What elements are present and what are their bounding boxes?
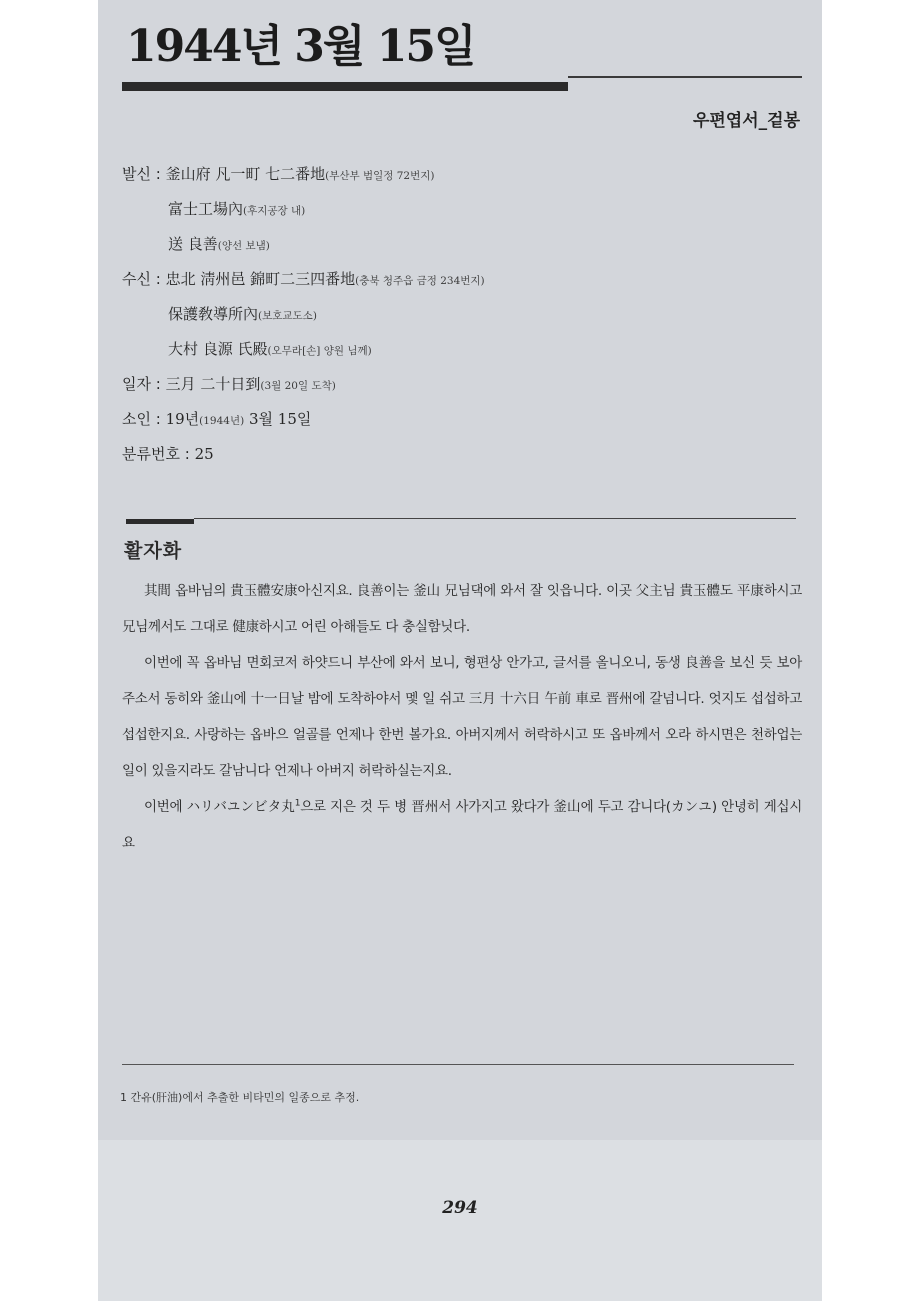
sender-row-3 <box>122 232 802 267</box>
recipient-name: 大村 良源 氏殿 <box>168 340 268 358</box>
paragraph <box>122 789 802 861</box>
sender-address-reading: (부산부 범일정 72번지) <box>325 170 435 182</box>
metadata-block <box>122 162 802 477</box>
postmark-date: 3월 15일 <box>244 410 312 428</box>
paragraph: 其間 옵바님의 貴玉體安康아신지요. 良善이는 釜山 兄님댁에 와서 잘 잇읍니다. 이곳 父主님 貴玉體도 平康하시고 兄님께서도 그대로 健康하시고 어린 아해들도 다 충실함닛다. <box>122 583 802 635</box>
title-rule-thin <box>568 76 802 78</box>
sender-workplace-reading: (후지공장 내) <box>243 205 306 217</box>
section-rule-thin <box>194 518 796 519</box>
sender-name-reading: (양선 보냄) <box>217 240 270 252</box>
postmark-year: 19년 <box>165 410 200 428</box>
sender-row-2 <box>122 197 802 232</box>
transcription-body <box>122 573 802 861</box>
recipient-row-2 <box>122 302 802 337</box>
recipient-row-3 <box>122 337 802 372</box>
sender-workplace: 富士工場內 <box>168 200 244 218</box>
sender-row <box>122 162 802 197</box>
page-number: 294 <box>442 1198 478 1218</box>
postmark-row <box>122 407 802 442</box>
section-heading: 활자화 <box>124 540 183 562</box>
page-title: 1944년 3월 15일 <box>126 21 475 72</box>
recipient-name-reading: (오무라[손] 양원 님께) <box>267 345 372 357</box>
recipient-row <box>122 267 802 302</box>
paragraph: 이번에 꼭 옵바님 면회코저 하얏드니 부산에 와서 보니, 형편상 안가고, 글서를 올니오니, 동생 良善을 보신 듯 보아 주소서 동히와 釜山에 十一日날 밤에 도착하야서 멫 일 쉬고 三月 十六日 午前 車로 晋州에 갈넘니다. 엇지도 섭섭하고 섭섭한지요. 사랑하는 옵바으 얼골를 언제나 한번 볼가요. 아버지께서 허락하시고 또 옵바께서 오라 하시면은 천하업는 일이 있을지라도 갈남니다 언제나 아버지 허락하실는지요. <box>122 655 802 779</box>
date-value: 三月 二十日到 <box>165 375 261 393</box>
sender-address: 釜山府 凡一町 七二番地 <box>165 165 326 183</box>
recipient-address-reading: (충북 청주읍 금정 234번지) <box>355 275 485 287</box>
date-reading: (3월 20일 도착) <box>260 380 336 392</box>
classification-row <box>122 442 802 477</box>
document-category: 우편엽서_겉봉 <box>692 111 800 131</box>
footnote-rule <box>122 1064 794 1065</box>
date-row <box>122 372 802 407</box>
sender-name: 送 良善 <box>168 235 218 253</box>
section-rule-thick <box>126 519 194 524</box>
recipient-label: 수신 : <box>122 270 166 288</box>
recipient-institution: 保護敎導所內 <box>168 305 259 323</box>
footnote-marker[interactable]: 1 <box>294 798 301 809</box>
page-bottom-area <box>98 1140 822 1301</box>
postmark-year-reading: (1944년) <box>199 415 245 427</box>
classification-label: 분류번호 : <box>122 445 195 463</box>
recipient-institution-reading: (보호교도소) <box>258 310 317 322</box>
title-rule-thick <box>122 82 568 91</box>
paragraph-text: 이번에 ハリバユンビタ丸 <box>144 799 295 815</box>
postmark-label: 소인 : <box>122 410 166 428</box>
recipient-address: 忠北 淸州邑 錦町二三四番地 <box>165 270 356 288</box>
paragraph-text: 으로 지은 것 두 병 晋州서 사가지고 왔다가 釜山에 두고 감니다(カンユ) 안녕히 게십시요 <box>122 799 802 851</box>
date-label: 일자 : <box>122 375 166 393</box>
classification-value: 25 <box>194 445 214 463</box>
footnote: 1 간유(肝油)에서 추출한 비타민의 일종으로 추정. <box>120 1091 360 1104</box>
book-page <box>98 0 822 1301</box>
sender-label: 발신 : <box>122 165 166 183</box>
